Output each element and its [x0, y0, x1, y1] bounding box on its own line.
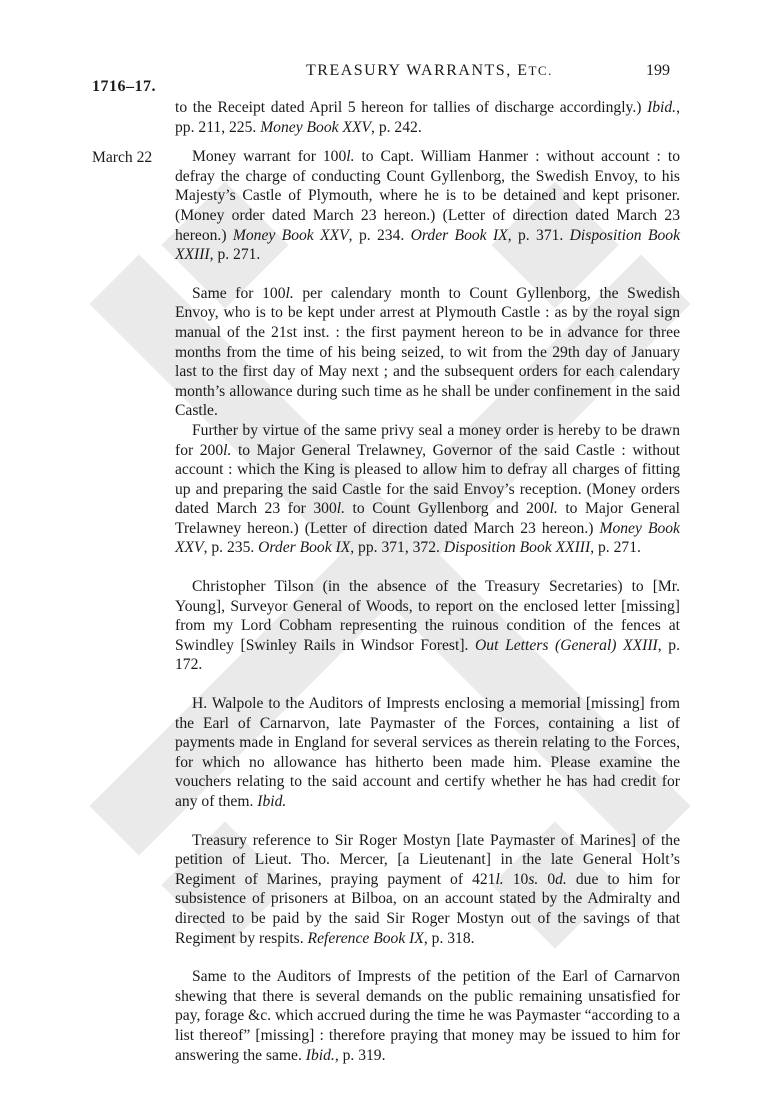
- header-year: 1716–17.: [92, 78, 156, 95]
- text-segment: , p. 242.: [371, 118, 422, 136]
- text-segment: , p. 271.: [590, 539, 641, 557]
- italic-reference: d.: [555, 870, 567, 888]
- entry-tilson-letter: [175, 577, 680, 675]
- text-segment: 0: [538, 870, 556, 888]
- entry-money-warrant-hanmer: [175, 147, 680, 265]
- text-segment: to Major General Trelawney, Governor of the said Castle : without account : which the King is pleased to allow him to defray all charges of fitting up and preparing the said Castle for the said Envoy’s reception. (Money orders dated March 23 for 300: [175, 441, 680, 518]
- text-segment: , p. 271.: [209, 246, 261, 264]
- text-segment: , p. 318.: [423, 929, 475, 947]
- text-segment: to Capt. William Hanmer : without account : to defray the charge of conducting Count Gyllenborg, the Swedish Envoy, to his Majesty’s Castle of Plymouth, where he is to be detained and kept prisoner. (Money order dated March 23 hereon.) (Letter of direction dated March 23 hereon.): [175, 148, 680, 244]
- text-segment: per calendary month to Count Gyllenborg, the Swedish Envoy, who is to be kept under arrest at Plymouth Castle : as by the royal sign manual of the 21st inst. : the first payment hereon to be in advance for three months from the time of his being seized, to wit from the 29th day of January last to the first day of May next ; and the subsequent orders for each calendary month’s allowance during such time as he shall be under confinement in the said Castle.: [175, 284, 680, 420]
- text-segment: , p. 235.: [203, 539, 259, 557]
- italic-reference: Order Book IX: [410, 226, 508, 244]
- italic-reference: l.: [223, 441, 232, 459]
- text-segment: Treasury reference to Sir Roger Mostyn [late Paymaster of Marines] of the petition of Lieut. Tho. Mercer, [a Lieutenant] in the late General Holt’s Regiment of Marines, praying payment of 421: [175, 831, 680, 888]
- text-segment: Same for 100: [192, 284, 286, 302]
- text-segment: , p. 234.: [348, 226, 411, 244]
- italic-reference: Money Book XXV: [260, 118, 372, 136]
- text-segment: , pp. 371, 372.: [350, 539, 444, 557]
- margin-date: March 22: [92, 149, 153, 166]
- italic-reference: l.: [285, 284, 294, 302]
- italic-reference: l.: [495, 870, 504, 888]
- document-body: [175, 98, 680, 1065]
- entry-mostyn-reference: [175, 831, 680, 949]
- page-number: 199: [646, 62, 670, 79]
- text-segment: Same to the Auditors of Imprests of the petition of the Earl of Carnarvon shewing that there is several demands on the public remaining unsatisfied for pay, forage &c. which accrued during the time he was Paymaster “according to a list thereof” [missing] : therefore praying that money may be issued to him for answering the same.: [175, 968, 680, 1064]
- text-segment: to the Receipt dated April 5 hereon for tallies of discharge accordingly.): [175, 99, 648, 116]
- text-segment: , p. 172.: [175, 636, 680, 674]
- text-segment: due to him for subsistence of prisoners at Bilboa, on an account stated by the Admiralty and directed to be paid by the said Sir Roger Mostyn out of the savings of that Regiment by respits.: [175, 870, 681, 947]
- text-segment: H. Walpole to the Auditors of Imprests enclosing a memorial [missing] from the Earl of Carnarvon, late Paymaster of the Forces, containing a list of payments made in England for several services as therein relating to the Forces, for which no allowance has hitherto been made him. Please examine the vouchers relating to the said account and certify whether he has had credit for any of them.: [175, 695, 680, 810]
- text-segment: to Count Gyllenborg and 200: [345, 500, 550, 518]
- text-segment: Christopher Tilson (in the absence of the Treasury Secretaries) to [Mr. Young], Surveyor General of Woods, to report on the enclosed letter [missing] from my Lord Cobham representing the ruinous condition of the fences at Swindley [Swinley Rails in Windsor Forest].: [175, 578, 680, 654]
- entry-trelawney-order: [175, 421, 680, 558]
- italic-reference: Ibid.: [305, 1046, 335, 1064]
- text-segment: 10: [503, 870, 529, 888]
- entry-carnarvon-petition: [175, 967, 680, 1065]
- italic-reference: Ibid.: [647, 99, 677, 116]
- text-segment: to Major General Trelawney hereon.) (Letter of direction dated March 23 hereon.): [175, 500, 680, 537]
- header-title-main: TREASURY WARRANTS, E: [306, 62, 529, 79]
- entry-allowance-gyllenborg: [175, 284, 680, 421]
- italic-reference: Order Book IX: [258, 539, 351, 557]
- italic-reference: l.: [346, 148, 355, 166]
- italic-reference: Reference Book IX: [307, 929, 424, 947]
- italic-reference: Money Book XXV: [175, 519, 680, 557]
- italic-reference: Disposition Book XXIII: [443, 539, 591, 557]
- header-title-small: TC.: [528, 63, 553, 78]
- text-segment: , pp. 211, 225.: [175, 99, 680, 136]
- text-segment: , p. 319.: [334, 1046, 386, 1064]
- italic-reference: l.: [549, 500, 558, 518]
- entry-walpole-letter: [175, 694, 680, 812]
- italic-reference: Money Book XXV: [232, 226, 349, 244]
- text-segment: Money warrant for 100: [192, 148, 347, 166]
- header-title: [306, 62, 553, 80]
- text-segment: Further by virtue of the same privy seal a money order is hereby to be drawn for 200: [175, 421, 680, 459]
- text-segment: , p. 371.: [507, 226, 570, 244]
- italic-reference: l.: [336, 500, 345, 518]
- italic-reference: s.: [528, 870, 539, 888]
- running-header: [0, 62, 772, 95]
- entry-continuation: [175, 98, 680, 137]
- italic-reference: Ibid.: [257, 793, 287, 810]
- italic-reference: Out Letters (General) XXIII: [475, 636, 658, 654]
- italic-reference: Disposition Book XXIII: [175, 226, 680, 264]
